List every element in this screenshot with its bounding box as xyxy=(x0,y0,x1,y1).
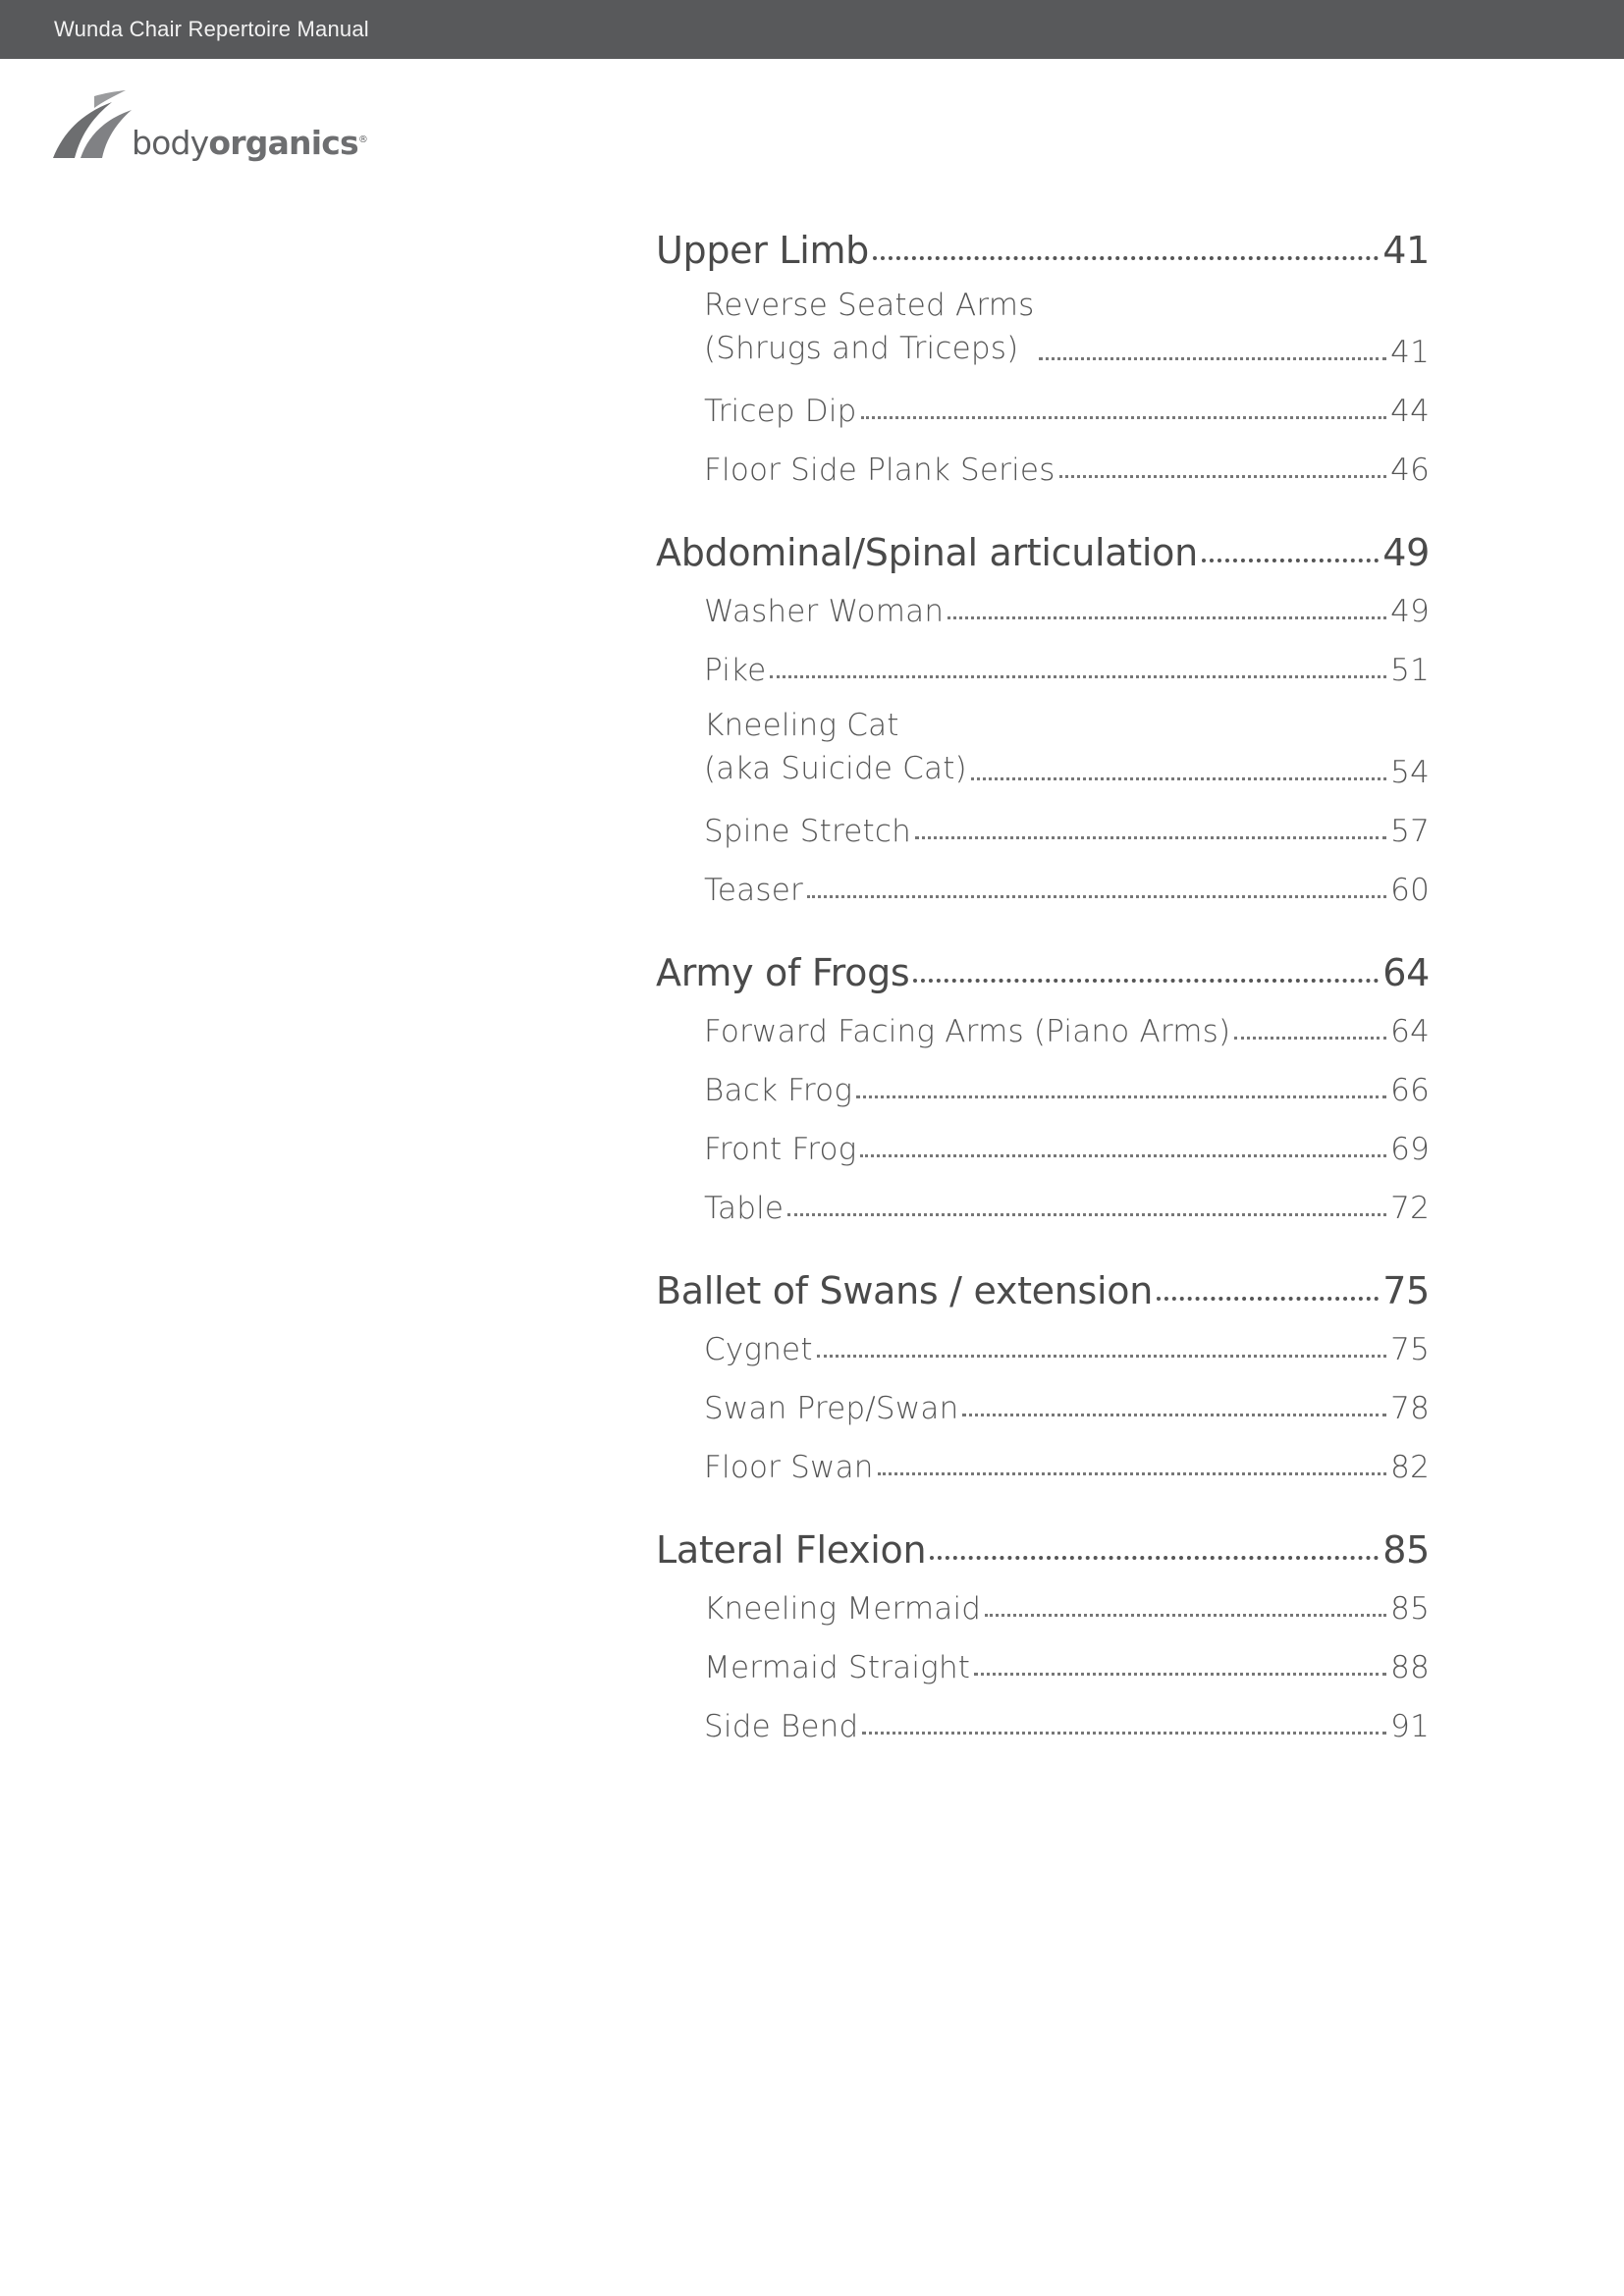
dot-leader xyxy=(1059,475,1387,478)
logo-text-organics: organics xyxy=(208,124,358,162)
entry-title: Floor Side Plank Series xyxy=(704,453,1056,488)
toc-entry[interactable] xyxy=(704,1383,1430,1426)
toc-entry[interactable] xyxy=(704,806,1430,849)
entry-title: Mermaid Straight xyxy=(704,1650,971,1685)
section-title: Ballet of Swans / extension xyxy=(656,1269,1154,1312)
toc-entry[interactable] xyxy=(704,284,1430,370)
toc-entry[interactable] xyxy=(704,704,1430,790)
entry-page-number: 44 xyxy=(1390,394,1430,429)
entry-page-number: 41 xyxy=(1390,335,1430,370)
toc-entry[interactable] xyxy=(704,586,1430,629)
entry-page-number: 46 xyxy=(1390,453,1430,488)
toc-section-heading[interactable] xyxy=(656,943,1430,994)
section-page-number: 41 xyxy=(1382,229,1430,272)
toc-entry[interactable] xyxy=(704,1642,1430,1685)
header-bar xyxy=(0,0,1624,59)
entry-title-line2: (Shrugs and Triceps) xyxy=(704,331,1019,366)
entry-page-number: 78 xyxy=(1390,1391,1430,1426)
entry-title: Cygnet xyxy=(704,1332,813,1367)
entry-page-number: 54 xyxy=(1390,755,1430,790)
entry-page-number: 66 xyxy=(1390,1073,1430,1108)
entry-page-number: 49 xyxy=(1390,594,1430,629)
dot-leader xyxy=(915,836,1386,839)
dot-leader xyxy=(787,1213,1386,1216)
section-page-number: 64 xyxy=(1382,951,1430,994)
entry-title: Spine Stretch xyxy=(704,814,911,849)
logo-text-body: body xyxy=(132,124,209,162)
toc-section-heading[interactable] xyxy=(656,523,1430,574)
entry-page-number: 51 xyxy=(1390,653,1430,688)
entry-page-number: 57 xyxy=(1390,814,1430,849)
section-title: Lateral Flexion xyxy=(656,1528,927,1572)
brand-logo xyxy=(51,90,368,169)
logo-wordmark xyxy=(132,124,367,162)
entry-title: Front Frog xyxy=(704,1132,857,1167)
entry-page-number: 91 xyxy=(1390,1709,1430,1744)
toc-section xyxy=(656,523,1430,908)
entry-page-number: 60 xyxy=(1390,873,1430,908)
entry-page-number: 88 xyxy=(1390,1650,1430,1685)
entry-title: Pike xyxy=(704,653,767,688)
toc-entry[interactable] xyxy=(704,1124,1430,1167)
entry-title xyxy=(704,284,1035,370)
dot-leader xyxy=(947,616,1386,619)
toc-section xyxy=(656,221,1430,488)
dot-leader xyxy=(770,675,1386,678)
toc-entry[interactable] xyxy=(704,1006,1430,1049)
dot-leader xyxy=(985,1614,1386,1617)
dot-leader xyxy=(974,1673,1386,1676)
toc-section-heading[interactable] xyxy=(656,1261,1430,1312)
dot-leader xyxy=(971,777,1386,780)
toc-entry[interactable] xyxy=(704,1324,1430,1367)
entry-page-number: 64 xyxy=(1390,1014,1430,1049)
toc-section xyxy=(656,1261,1430,1485)
dot-leader xyxy=(878,1472,1386,1475)
section-title: Upper Limb xyxy=(656,229,870,272)
entry-title: Kneeling Mermaid xyxy=(704,1591,982,1627)
dot-leader xyxy=(817,1355,1386,1358)
entry-title: Swan Prep/Swan xyxy=(704,1391,959,1426)
toc-entry[interactable] xyxy=(704,386,1430,429)
toc-section-heading[interactable] xyxy=(656,221,1430,272)
entry-page-number: 75 xyxy=(1390,1332,1430,1367)
toc-entry[interactable] xyxy=(704,645,1430,688)
entry-title-line1: Reverse Seated Arms xyxy=(704,288,1035,323)
entry-title: Forward Facing Arms (Piano Arms) xyxy=(704,1014,1231,1049)
entry-page-number: 82 xyxy=(1390,1450,1430,1485)
dot-leader xyxy=(1234,1037,1386,1040)
toc-entry[interactable] xyxy=(704,1183,1430,1226)
body-organics-swoosh-icon xyxy=(51,90,139,159)
toc-section-heading[interactable] xyxy=(656,1521,1430,1572)
toc-entry[interactable] xyxy=(704,1065,1430,1108)
entry-title: Table xyxy=(704,1191,785,1226)
entry-page-number: 85 xyxy=(1390,1591,1430,1627)
dot-leader xyxy=(807,895,1386,898)
dot-leader xyxy=(1202,559,1379,562)
toc-entry[interactable] xyxy=(704,1442,1430,1485)
section-page-number: 49 xyxy=(1382,531,1430,574)
dot-leader xyxy=(856,1095,1386,1098)
toc-entry[interactable] xyxy=(704,865,1430,908)
section-title: Abdominal/Spinal articulation xyxy=(656,531,1198,574)
entry-title xyxy=(704,704,967,790)
toc-entry[interactable] xyxy=(704,1583,1430,1627)
dot-leader xyxy=(913,979,1379,983)
entry-page-number: 72 xyxy=(1390,1191,1430,1226)
entry-title: Teaser xyxy=(704,873,803,908)
entry-title-line1: Kneeling Cat xyxy=(704,708,899,743)
toc-entry[interactable] xyxy=(704,1701,1430,1744)
dot-leader xyxy=(1039,357,1387,360)
section-title: Army of Frogs xyxy=(656,951,910,994)
toc-section xyxy=(656,943,1430,1226)
registered-mark: ® xyxy=(357,134,368,145)
entry-title: Washer Woman xyxy=(704,594,945,629)
entry-title-line2: (aka Suicide Cat) xyxy=(704,751,967,786)
toc-section xyxy=(656,1521,1430,1744)
dot-leader xyxy=(962,1414,1386,1416)
dot-leader xyxy=(860,1154,1386,1157)
table-of-contents xyxy=(656,221,1430,1780)
dot-leader xyxy=(873,256,1379,260)
entry-title: Tricep Dip xyxy=(704,394,857,429)
section-page-number: 75 xyxy=(1382,1269,1430,1312)
toc-entry[interactable] xyxy=(704,445,1430,488)
dot-leader xyxy=(861,416,1387,419)
dot-leader xyxy=(1157,1297,1379,1301)
entry-title: Back Frog xyxy=(704,1073,853,1108)
entry-title: Floor Swan xyxy=(704,1450,874,1485)
dot-leader xyxy=(930,1556,1379,1560)
entry-title: Side Bend xyxy=(704,1709,859,1744)
header-title: Wunda Chair Repertoire Manual xyxy=(54,17,369,41)
entry-page-number: 69 xyxy=(1390,1132,1430,1167)
section-page-number: 85 xyxy=(1382,1528,1430,1572)
dot-leader xyxy=(862,1732,1386,1735)
